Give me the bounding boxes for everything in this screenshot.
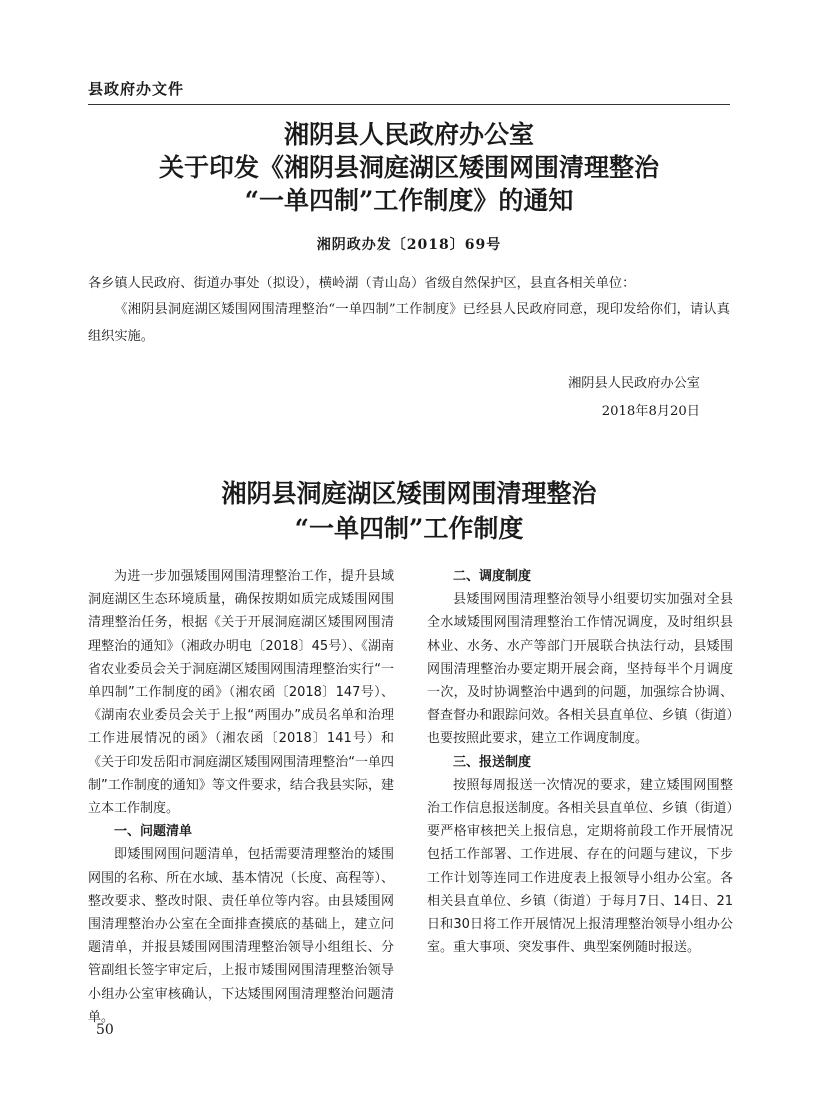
right-column <box>427 565 733 959</box>
section-text-1: 即矮围网围问题清单，包括需要清理整治的矮围网围的名称、所在水域、基本情况（长度、高程等）、整改要求、整改时限、责任单位等内容。由县矮围网围清理整治办公室在全面排查摸底的基础上，建立问题清单，并报县矮围网围清理整治领导小组组长、分管副组长签字审定后，上报市矮围网围清理整治领导小组办公室审核确认，下达矮围网围清理整治问题清单。 <box>88 847 394 1025</box>
notice-title-line-3: “一单四制”工作制度》的通知 <box>244 186 574 215</box>
page-number: 50 <box>96 1022 114 1038</box>
header-label: 县政府办文件 <box>88 80 185 98</box>
section-text-2: 县矮围网围清理整治领导小组要切实加强对全县全水域矮围网围清理整治工作情况调度，及时组织县林业、水务、水产等部门开展联合执法行动，县矮围网围清理整治办要定期开展会商，坚持每半个月调度一次，及时协调整治中遇到的问题，加强综合协调、督查督办和跟踪问效。各相关县直单位、乡镇（街道）也要按照此要求，建立工作调度制度。 <box>427 592 733 747</box>
left-column <box>88 565 394 1029</box>
regulation-title <box>88 476 730 546</box>
signature-org: 湘阴县人民政府办公室 <box>568 376 700 391</box>
addressee: 各乡镇人民政府、街道办事处（拟设），横岭湖（青山岛）省级自然保护区，县直各相关单位： <box>88 276 636 291</box>
document-number: 湘阴政办发〔2018〕69号 <box>316 237 502 253</box>
signature-date: 2018年8月20日 <box>601 404 700 419</box>
section-text-3: 按照每周报送一次情况的要求，建立矮围网围整治工作信息报送制度。各相关县直单位、乡镇（街道）要严格审核把关上报信息，定期将前段工作开展情况包括工作部署、工作进展、存在的问题与建议，下步工作计划等连同工作进度表上报领导小组办公室。各相关县直单位、乡镇（街道）于每月7日、14日、21日和30日将工作开展情况上报清理整治领导小组办公室。重大事项、突发事件、典型案例随时报送。 <box>427 777 733 956</box>
section-heading-2: 二、调度制度 <box>453 569 532 584</box>
regulation-title-line-1: 湘阴县洞庭湖区矮围网围清理整治 <box>221 479 597 508</box>
header-divider <box>88 104 730 105</box>
section-heading-3: 三、报送制度 <box>453 754 532 770</box>
notice-body: 《湘阴县洞庭湖区矮围网围清理整治“一单四制”工作制度》已经县人民政府同意，现印发给你们，请认真组织实施。 <box>88 302 730 344</box>
section-heading-1: 一、问题清单 <box>114 824 193 840</box>
notice-title-line-2: 关于印发《湘阴县洞庭湖区矮围网围清理整治 <box>158 153 659 182</box>
intro-paragraph: 为进一步加强矮围网围清理整治工作，提升县域洞庭湖区生态环境质量，确保按期如质完成矮围网围清理整治任务，根据《关于开展洞庭湖区矮围网围清理整治的通知》（湘政办明电〔2018〕45号）、《湖南省农业委员会关于洞庭湖区矮围网围清理整治实行“一单四制”工作制度的函》（湘农函〔2018〕147号）、《湖南农业委员会关于上报“两围办”成员名单和治理工作进展情况的函》（湘农函〔2018〕141号）和《关于印发岳阳市洞庭湖区矮围网围清理整治“一单四制”工作制度的通知》等文件要求，结合我县实际，建立本工作制度。 <box>88 569 394 817</box>
regulation-title-line-2: “一单四制”工作制度 <box>294 514 524 543</box>
notice-title-line-1: 湘阴县人民政府办公室 <box>283 120 534 149</box>
notice-title <box>88 118 730 217</box>
